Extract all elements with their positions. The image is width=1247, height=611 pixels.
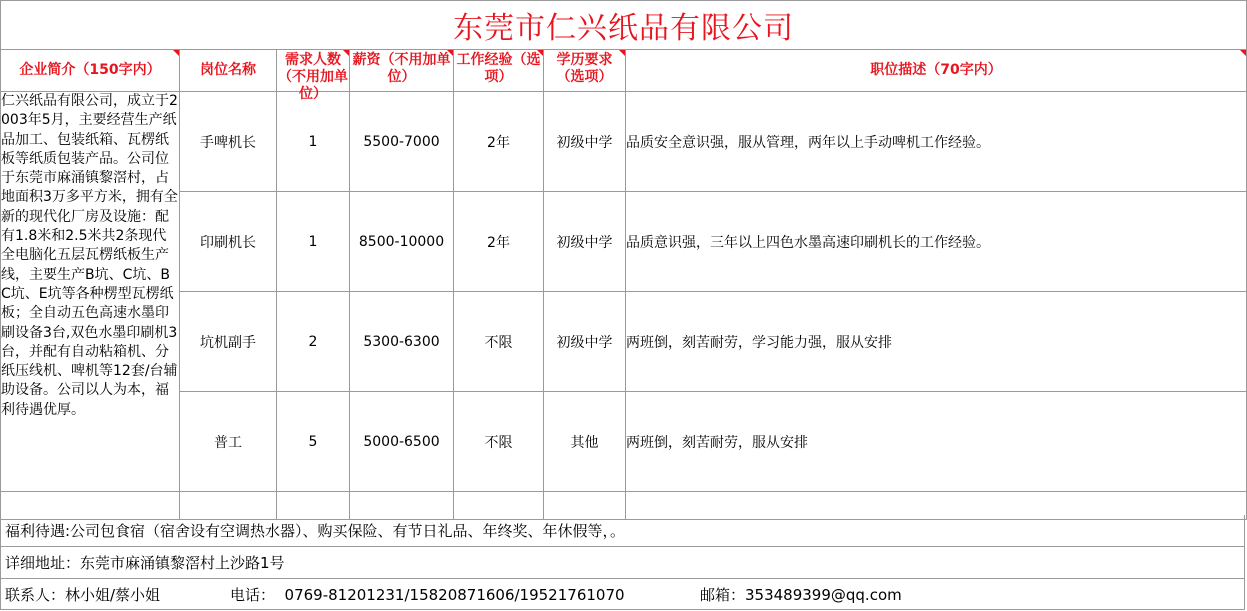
position-cell[interactable]: 普工 bbox=[180, 392, 277, 492]
description-cell[interactable]: 两班倒，刻苦耐劳，服从安排 bbox=[626, 392, 1247, 492]
education-cell[interactable]: 初级中学 bbox=[544, 192, 626, 292]
salary-cell[interactable]: 8500-10000 bbox=[350, 192, 454, 292]
company-title[interactable]: 东莞市仁兴纸品有限公司 bbox=[0, 0, 1247, 50]
comment-marker bbox=[447, 50, 453, 56]
salary-cell[interactable]: 5300-6300 bbox=[350, 292, 454, 392]
table-row bbox=[1, 292, 1247, 392]
count-cell[interactable]: 1 bbox=[277, 192, 350, 292]
table-row bbox=[1, 192, 1247, 292]
position-cell[interactable]: 坑机副手 bbox=[180, 292, 277, 392]
experience-cell[interactable]: 不限 bbox=[454, 292, 544, 392]
description-cell[interactable]: 两班倒，刻苦耐劳，学习能力强，服从安排 bbox=[626, 292, 1247, 392]
experience-cell[interactable]: 2年 bbox=[454, 192, 544, 292]
comment-marker bbox=[343, 50, 349, 56]
benefits-text: 福利待遇:公司包食宿（宿舍设有空调热水器）、购买保险、有节日礼品、年终奖、年休假等，。 bbox=[5, 522, 626, 540]
salary-cell[interactable]: 5000-6500 bbox=[350, 392, 454, 492]
header-description[interactable]: 职位描述（70字内） bbox=[626, 50, 1247, 92]
table-row bbox=[1, 392, 1247, 492]
job-table bbox=[0, 49, 1247, 520]
contact-person: 联系人：林小姐/蔡小姐 bbox=[5, 585, 161, 604]
education-cell[interactable]: 初级中学 bbox=[544, 92, 626, 192]
count-cell[interactable]: 2 bbox=[277, 292, 350, 392]
header-experience[interactable]: 工作经验（选项） bbox=[454, 50, 544, 92]
header-salary[interactable]: 薪资（不用加单位） bbox=[350, 50, 454, 92]
salary-cell[interactable]: 5500-7000 bbox=[350, 92, 454, 192]
experience-cell[interactable]: 2年 bbox=[454, 92, 544, 192]
count-cell[interactable]: 1 bbox=[277, 92, 350, 192]
comment-marker bbox=[173, 50, 179, 56]
header-position[interactable]: 岗位名称 bbox=[180, 50, 277, 92]
header-intro[interactable]: 企业简介（150字内） bbox=[1, 50, 180, 92]
header-row bbox=[1, 50, 1247, 92]
header-education[interactable]: 学历要求（选项） bbox=[544, 50, 626, 92]
comment-marker bbox=[537, 50, 543, 56]
benefits-row[interactable] bbox=[0, 515, 1245, 547]
education-cell[interactable]: 其他 bbox=[544, 392, 626, 492]
company-intro-cell[interactable]: 仁兴纸品有限公司，成立于2003年5月，主要经营生产纸品加工、包装纸箱、瓦楞纸板等纸质包装产品。公司位于东莞市麻涌镇黎滘村，占地面积3万多平方米，拥有全新的现代化厂房及设施：配有1.8米和2.5米共2条现代全电脑化五层瓦楞纸板生产线，主要生产B坑、C坑、BC坑、E坑等各种楞型瓦楞纸板；全自动五色高速水墨印刷设备3台,双色水墨印刷机3台，并配有自动粘箱机、分纸压线机、啤机等12套/台辅助设备。公司以人为本，福利待遇优厚。 bbox=[1, 92, 180, 492]
education-cell[interactable]: 初级中学 bbox=[544, 292, 626, 392]
count-cell[interactable]: 5 bbox=[277, 392, 350, 492]
comment-marker bbox=[619, 50, 625, 56]
header-count[interactable]: 需求人数（不用加单位） bbox=[277, 50, 350, 92]
position-cell[interactable]: 印刷机长 bbox=[180, 192, 277, 292]
position-cell[interactable]: 手啤机长 bbox=[180, 92, 277, 192]
experience-cell[interactable]: 不限 bbox=[454, 392, 544, 492]
contact-email: 邮箱：353489399@qq.com bbox=[700, 585, 902, 604]
contact-row[interactable] bbox=[0, 579, 1245, 610]
description-cell[interactable]: 品质安全意识强，服从管理，两年以上手动啤机工作经验。 bbox=[626, 92, 1247, 192]
comment-marker bbox=[1240, 50, 1246, 56]
address-text: 详细地址：东莞市麻涌镇黎滘村上沙路1号 bbox=[5, 554, 285, 572]
contact-phone: 电话： 0769-81201231/15820871606/19521761070 bbox=[230, 585, 625, 604]
description-cell[interactable]: 品质意识强，三年以上四色水墨高速印刷机长的工作经验。 bbox=[626, 192, 1247, 292]
table-row bbox=[1, 92, 1247, 192]
address-row[interactable] bbox=[0, 547, 1245, 579]
